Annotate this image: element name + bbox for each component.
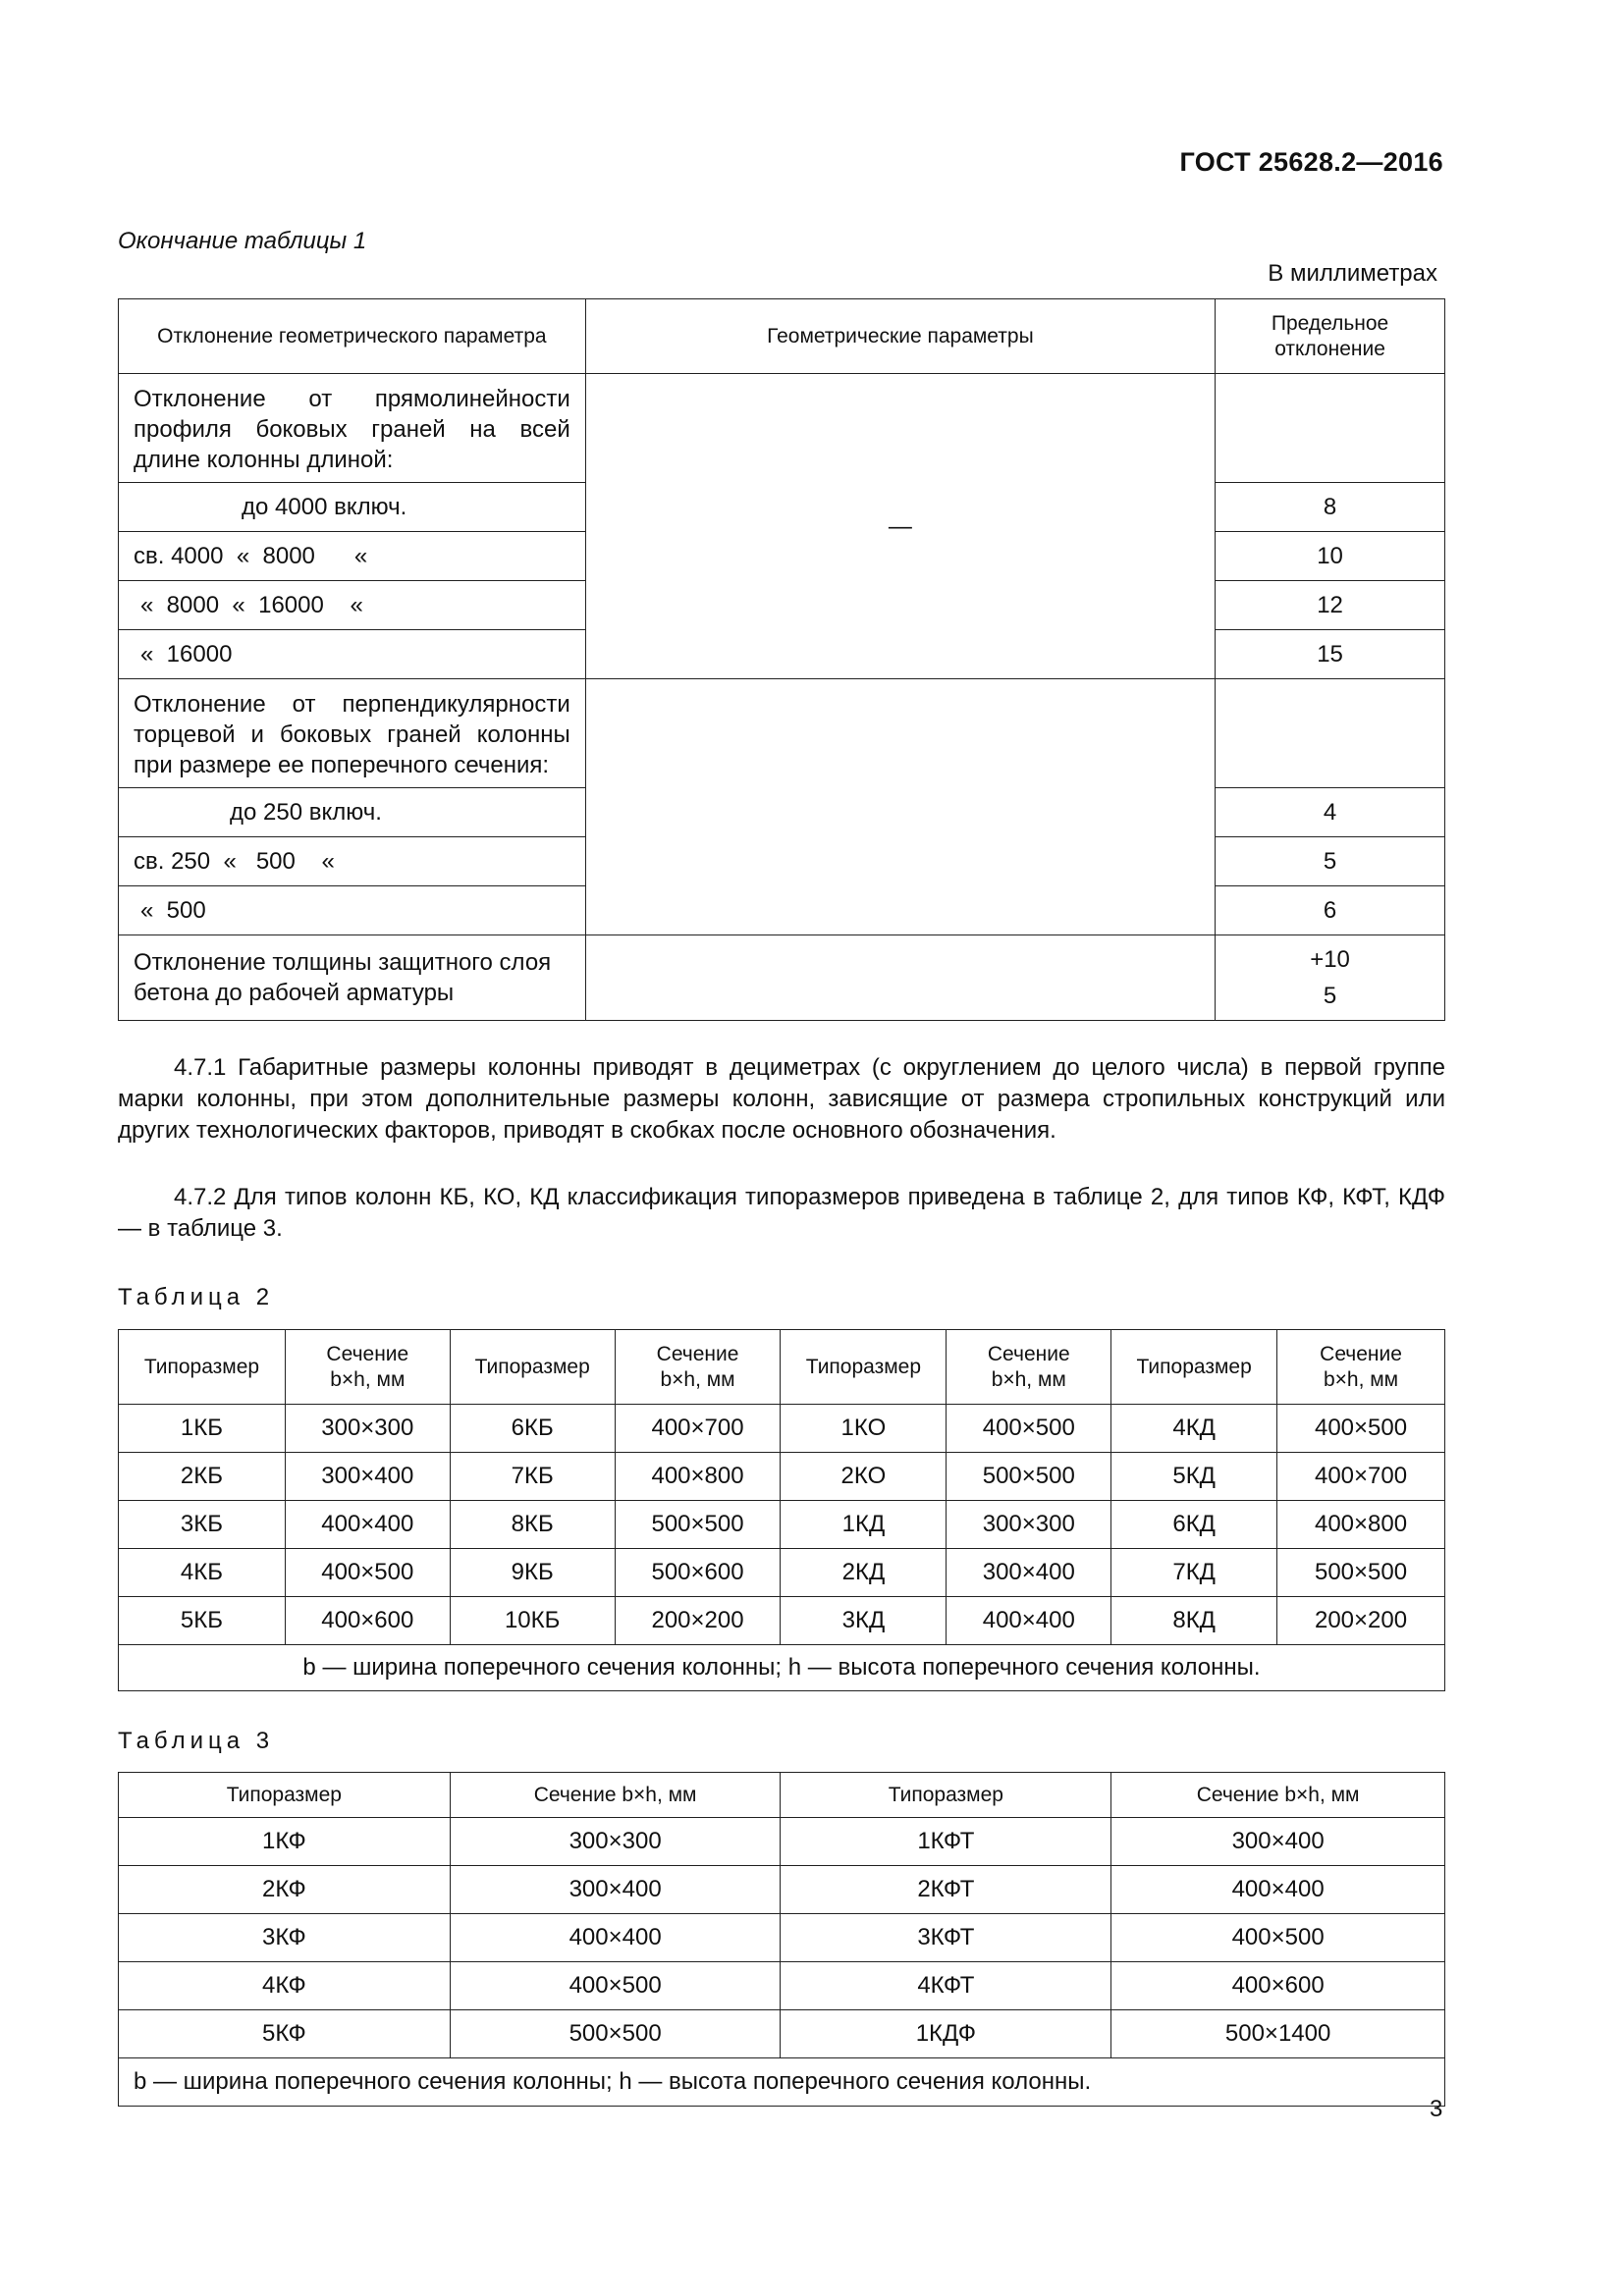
table1-caption: Окончание таблицы 1 bbox=[118, 228, 367, 254]
table-cell: 8КБ bbox=[450, 1501, 615, 1549]
table-cell: 4КФ bbox=[119, 1962, 451, 2010]
table-cell: 400×500 bbox=[1277, 1405, 1445, 1453]
header-line: Сечение bbox=[987, 1342, 1070, 1365]
table-row bbox=[119, 1962, 1445, 2010]
table-cell: 1КФ bbox=[119, 1818, 451, 1866]
table2-note-row bbox=[119, 1645, 1445, 1691]
table-cell: 500×500 bbox=[947, 1453, 1111, 1501]
header-line: b×h, мм bbox=[1323, 1367, 1399, 1391]
table-row bbox=[119, 1501, 1445, 1549]
table-cell: 1КФТ bbox=[781, 1818, 1111, 1866]
table2-header-cell: Типоразмер bbox=[1111, 1330, 1277, 1405]
table2-header-cell bbox=[285, 1330, 450, 1405]
table-cell: 400×400 bbox=[450, 1914, 781, 1962]
table-row bbox=[119, 1597, 1445, 1645]
empty-cell bbox=[1216, 374, 1445, 483]
table-cell: 4КД bbox=[1111, 1405, 1277, 1453]
row-label: до 250 включ. bbox=[119, 788, 586, 837]
paragraph-4-7-2: 4.7.2 Для типов колонн КБ, КО, КД классификация типоразмеров приведена в таблице 2, для типов КФ, КФТ, КДФ — в таблице 3. bbox=[118, 1184, 1445, 1242]
table-cell: 300×400 bbox=[1111, 1818, 1445, 1866]
table-cell: 3КБ bbox=[119, 1501, 286, 1549]
row-value: 6 bbox=[1216, 886, 1445, 935]
header-line: Сечение bbox=[656, 1342, 739, 1365]
row-label: « 8000 « 16000 « bbox=[119, 581, 586, 630]
table-cell: 400×400 bbox=[1111, 1866, 1445, 1914]
table-row bbox=[119, 2010, 1445, 2058]
table-row bbox=[119, 1914, 1445, 1962]
row-label: св. 4000 « 8000 « bbox=[119, 532, 586, 581]
group-title: Отклонение толщины защитного слоя бетона до рабочей арматуры bbox=[119, 935, 586, 1021]
table-cell: 400×700 bbox=[615, 1405, 781, 1453]
table-cell: 500×600 bbox=[615, 1549, 781, 1597]
row-label: св. 250 « 500 « bbox=[119, 837, 586, 886]
row-value: 5 bbox=[1216, 837, 1445, 886]
table-cell: 300×400 bbox=[450, 1866, 781, 1914]
table-cell: 6КД bbox=[1111, 1501, 1277, 1549]
header-line: Сечение bbox=[1320, 1342, 1402, 1365]
limit-lower: 5 bbox=[1323, 983, 1337, 1009]
table-cell: 1КБ bbox=[119, 1405, 286, 1453]
table2-header-row bbox=[119, 1330, 1445, 1405]
table-cell: 3КФ bbox=[119, 1914, 451, 1962]
table-cell: 400×700 bbox=[1277, 1453, 1445, 1501]
table-cell: 5КБ bbox=[119, 1597, 286, 1645]
limit-deviation bbox=[1216, 935, 1445, 1021]
row-label: « 16000 bbox=[119, 630, 586, 679]
table-row bbox=[119, 374, 1445, 483]
row-label: « 500 bbox=[119, 886, 586, 935]
table2-header-cell: Типоразмер bbox=[119, 1330, 286, 1405]
header-line: Сечение bbox=[326, 1342, 409, 1365]
table3-header-row bbox=[119, 1773, 1445, 1818]
table-cell: 3КД bbox=[781, 1597, 947, 1645]
table-cell: 1КДФ bbox=[781, 2010, 1111, 2058]
limit-upper: +10 bbox=[1310, 946, 1350, 973]
table-cell: 5КФ bbox=[119, 2010, 451, 2058]
table-cell: 400×600 bbox=[1111, 1962, 1445, 2010]
table-cell: 300×400 bbox=[947, 1549, 1111, 1597]
table2-header-cell bbox=[1277, 1330, 1445, 1405]
table3-header-cell: Сечение b×h, мм bbox=[450, 1773, 781, 1818]
header-line: b×h, мм bbox=[660, 1367, 735, 1391]
table1 bbox=[118, 298, 1445, 1021]
table-row bbox=[119, 1405, 1445, 1453]
row-label: до 4000 включ. bbox=[119, 483, 586, 532]
table-cell: 7КД bbox=[1111, 1549, 1277, 1597]
empty-cell bbox=[1216, 679, 1445, 788]
geometric-params-cell: — bbox=[585, 374, 1215, 679]
table-row bbox=[119, 679, 1445, 788]
table-cell: 500×500 bbox=[1277, 1549, 1445, 1597]
table-cell: 2КФ bbox=[119, 1866, 451, 1914]
group-title: Отклонение от перпендикулярности торцевой и боковых граней колонны при размере ее поперечного сечения: bbox=[119, 679, 586, 788]
table-cell: 300×300 bbox=[285, 1405, 450, 1453]
table-cell: 3КФТ bbox=[781, 1914, 1111, 1962]
table-row bbox=[119, 935, 1445, 1021]
table3-header-cell: Сечение b×h, мм bbox=[1111, 1773, 1445, 1818]
table-cell: 1КО bbox=[781, 1405, 947, 1453]
table-cell: 300×300 bbox=[947, 1501, 1111, 1549]
table2-header-cell: Типоразмер bbox=[781, 1330, 947, 1405]
table-cell: 400×400 bbox=[947, 1597, 1111, 1645]
table2-header-cell: Типоразмер bbox=[450, 1330, 615, 1405]
table2-header-cell bbox=[615, 1330, 781, 1405]
table1-header-row bbox=[119, 299, 1445, 374]
table-cell: 1КД bbox=[781, 1501, 947, 1549]
row-value: 8 bbox=[1216, 483, 1445, 532]
table-row bbox=[119, 1866, 1445, 1914]
table3-note-row bbox=[119, 2058, 1445, 2107]
table1-header-cell: Отклонение геометрического параметра bbox=[119, 299, 586, 374]
header-line: b×h, мм bbox=[330, 1367, 406, 1391]
table-cell: 400×500 bbox=[947, 1405, 1111, 1453]
header-line: b×h, мм bbox=[991, 1367, 1066, 1391]
table-cell: 400×500 bbox=[450, 1962, 781, 2010]
table-cell: 5КД bbox=[1111, 1453, 1277, 1501]
table-cell: 2КФТ bbox=[781, 1866, 1111, 1914]
table-cell: 400×400 bbox=[285, 1501, 450, 1549]
table-cell: 4КБ bbox=[119, 1549, 286, 1597]
table3-header-cell: Типоразмер bbox=[119, 1773, 451, 1818]
table1-header-cell: Предельное отклонение bbox=[1216, 299, 1445, 374]
table-cell: 10КБ bbox=[450, 1597, 615, 1645]
table-cell: 300×400 bbox=[285, 1453, 450, 1501]
table-cell: 400×800 bbox=[615, 1453, 781, 1501]
table1-units: В миллиметрах bbox=[1268, 260, 1437, 287]
table1-header-cell: Геометрические параметры bbox=[585, 299, 1215, 374]
document-id: ГОСТ 25628.2—2016 bbox=[1179, 147, 1443, 177]
table2-note: b — ширина поперечного сечения колонны; h — высота поперечного сечения колонны. bbox=[119, 1645, 1445, 1691]
table-row bbox=[119, 1818, 1445, 1866]
table-cell: 200×200 bbox=[615, 1597, 781, 1645]
table-cell: 400×500 bbox=[1111, 1914, 1445, 1962]
row-value: 10 bbox=[1216, 532, 1445, 581]
table3-header-cell: Типоразмер bbox=[781, 1773, 1111, 1818]
empty-cell bbox=[585, 935, 1215, 1021]
table-cell: 200×200 bbox=[1277, 1597, 1445, 1645]
table-row bbox=[119, 1549, 1445, 1597]
table-cell: 400×600 bbox=[285, 1597, 450, 1645]
table-cell: 2КО bbox=[781, 1453, 947, 1501]
table-cell: 500×500 bbox=[615, 1501, 781, 1549]
table-cell: 2КД bbox=[781, 1549, 947, 1597]
table3-note: b — ширина поперечного сечения колонны; h — высота поперечного сечения колонны. bbox=[119, 2058, 1445, 2107]
row-value: 12 bbox=[1216, 581, 1445, 630]
table-cell: 400×800 bbox=[1277, 1501, 1445, 1549]
table-cell: 9КБ bbox=[450, 1549, 615, 1597]
table-cell: 300×300 bbox=[450, 1818, 781, 1866]
empty-cell bbox=[585, 679, 1215, 935]
table3 bbox=[118, 1772, 1445, 2107]
table-cell: 4КФТ bbox=[781, 1962, 1111, 2010]
page-number: 3 bbox=[1430, 2096, 1443, 2122]
table-cell: 500×500 bbox=[450, 2010, 781, 2058]
table-cell: 8КД bbox=[1111, 1597, 1277, 1645]
table-cell: 6КБ bbox=[450, 1405, 615, 1453]
table3-caption: Таблица 3 bbox=[118, 1728, 275, 1754]
table2-caption: Таблица 2 bbox=[118, 1284, 275, 1310]
table-cell: 2КБ bbox=[119, 1453, 286, 1501]
table-cell: 7КБ bbox=[450, 1453, 615, 1501]
table2 bbox=[118, 1329, 1445, 1691]
paragraph-4-7-1: 4.7.1 Габаритные размеры колонны приводят в дециметрах (с округлением до целого числа) в первой группе марки колонны, при этом дополнительные размеры колонн, зависящие от размера стропильных конструкций или других технологических факторов, приводят в скобках после основного обозначения. bbox=[118, 1054, 1445, 1144]
table2-header-cell bbox=[947, 1330, 1111, 1405]
table-cell: 400×500 bbox=[285, 1549, 450, 1597]
table-row bbox=[119, 1453, 1445, 1501]
group-title: Отклонение от прямолинейности профиля боковых граней на всей длине колонны длиной: bbox=[119, 374, 586, 483]
row-value: 4 bbox=[1216, 788, 1445, 837]
table-cell: 500×1400 bbox=[1111, 2010, 1445, 2058]
row-value: 15 bbox=[1216, 630, 1445, 679]
